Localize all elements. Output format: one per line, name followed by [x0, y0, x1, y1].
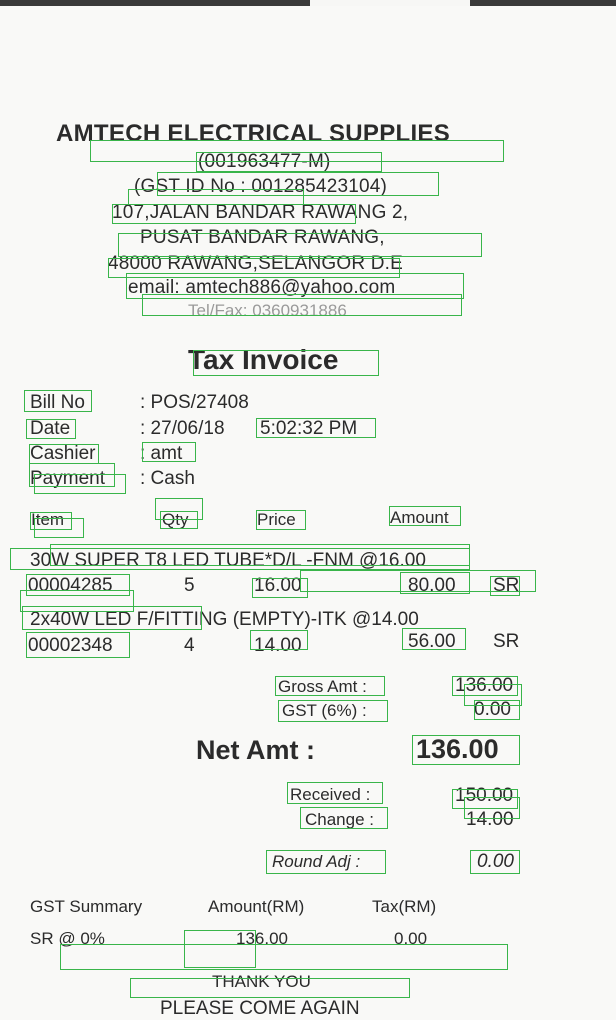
- payment-value: : Cash: [140, 468, 195, 489]
- change-value: 14.00: [466, 809, 514, 830]
- come-again: PLEASE COME AGAIN: [160, 998, 360, 1019]
- net-amt-label: Net Amt :: [196, 735, 315, 765]
- address-line-2: PUSAT BANDAR RAWANG,: [140, 227, 385, 248]
- bill-no-value: : POS/27408: [140, 392, 249, 413]
- store-name: AMTECH ELECTRICAL SUPPLIES: [56, 120, 451, 147]
- col-item: Item: [31, 510, 65, 529]
- item-2-qty: 4: [184, 635, 195, 656]
- address-line-3: 48000 RAWANG,SELANGOR D.E: [108, 253, 404, 274]
- scan-edge: [0, 0, 616, 6]
- col-price: Price: [257, 510, 296, 529]
- change-label: Change :: [305, 810, 374, 829]
- item-2-price: 14.00: [254, 635, 302, 656]
- item-2-amount: 56.00: [408, 631, 456, 652]
- item-1-code: 00004285: [28, 575, 113, 596]
- gst-id: (GST ID No : 001285423104): [134, 176, 388, 197]
- item-2-code: 00002348: [28, 635, 113, 656]
- col-qty: Qty: [162, 510, 189, 529]
- thank-you: THANK YOU: [212, 972, 311, 991]
- gst-summary-rate: SR @ 0%: [30, 929, 105, 948]
- gst-value: 0.00: [474, 699, 511, 720]
- item-1-tax-code: SR: [493, 575, 520, 596]
- gst-summary-amount-header: Amount(RM): [208, 897, 305, 916]
- cashier-value: : amt: [140, 443, 183, 464]
- round-adj-label: Round Adj :: [272, 852, 361, 871]
- item-1-price: 16.00: [254, 575, 302, 596]
- tel-fax: Tel/Fax: 0360931886: [188, 301, 347, 320]
- address-line-1: 107,JALAN BANDAR RAWANG 2,: [112, 202, 409, 223]
- company-reg-no: (001963477-M): [198, 151, 331, 172]
- item-2-description: 2x40W LED F/FITTING (EMPTY)-ITK @14.00: [30, 609, 419, 630]
- col-amount: Amount: [390, 508, 449, 527]
- gross-amt-label: Gross Amt :: [278, 677, 367, 696]
- received-value: 150.00: [455, 785, 514, 806]
- gst-summary-tax-header: Tax(RM): [372, 897, 437, 916]
- received-label: Received :: [290, 785, 371, 804]
- payment-label: Payment: [30, 468, 105, 489]
- gst-label: GST (6%) :: [282, 701, 367, 720]
- round-adj-value: 0.00: [477, 851, 514, 872]
- bill-no-label: Bill No: [30, 392, 85, 413]
- net-amt-value: 136.00: [416, 734, 499, 764]
- item-1-qty: 5: [184, 575, 195, 596]
- date-label: Date: [30, 418, 71, 439]
- item-1-description: 30W SUPER T8 LED TUBE*D/L -FNM @16.00: [30, 550, 426, 571]
- gst-summary-tax: 0.00: [394, 929, 428, 948]
- gst-summary-amount: 136.00: [236, 929, 288, 948]
- document-title: Tax Invoice: [188, 344, 339, 375]
- item-1-amount: 80.00: [408, 575, 456, 596]
- date-value: : 27/06/18: [140, 418, 225, 439]
- gst-summary-label: GST Summary: [30, 897, 143, 916]
- cashier-label: Cashier: [30, 443, 96, 464]
- item-2-tax-code: SR: [493, 631, 520, 652]
- gross-amt-value: 136.00: [455, 675, 514, 696]
- time-value: 5:02:32 PM: [260, 418, 358, 439]
- email: email: amtech886@yahoo.com: [128, 277, 396, 298]
